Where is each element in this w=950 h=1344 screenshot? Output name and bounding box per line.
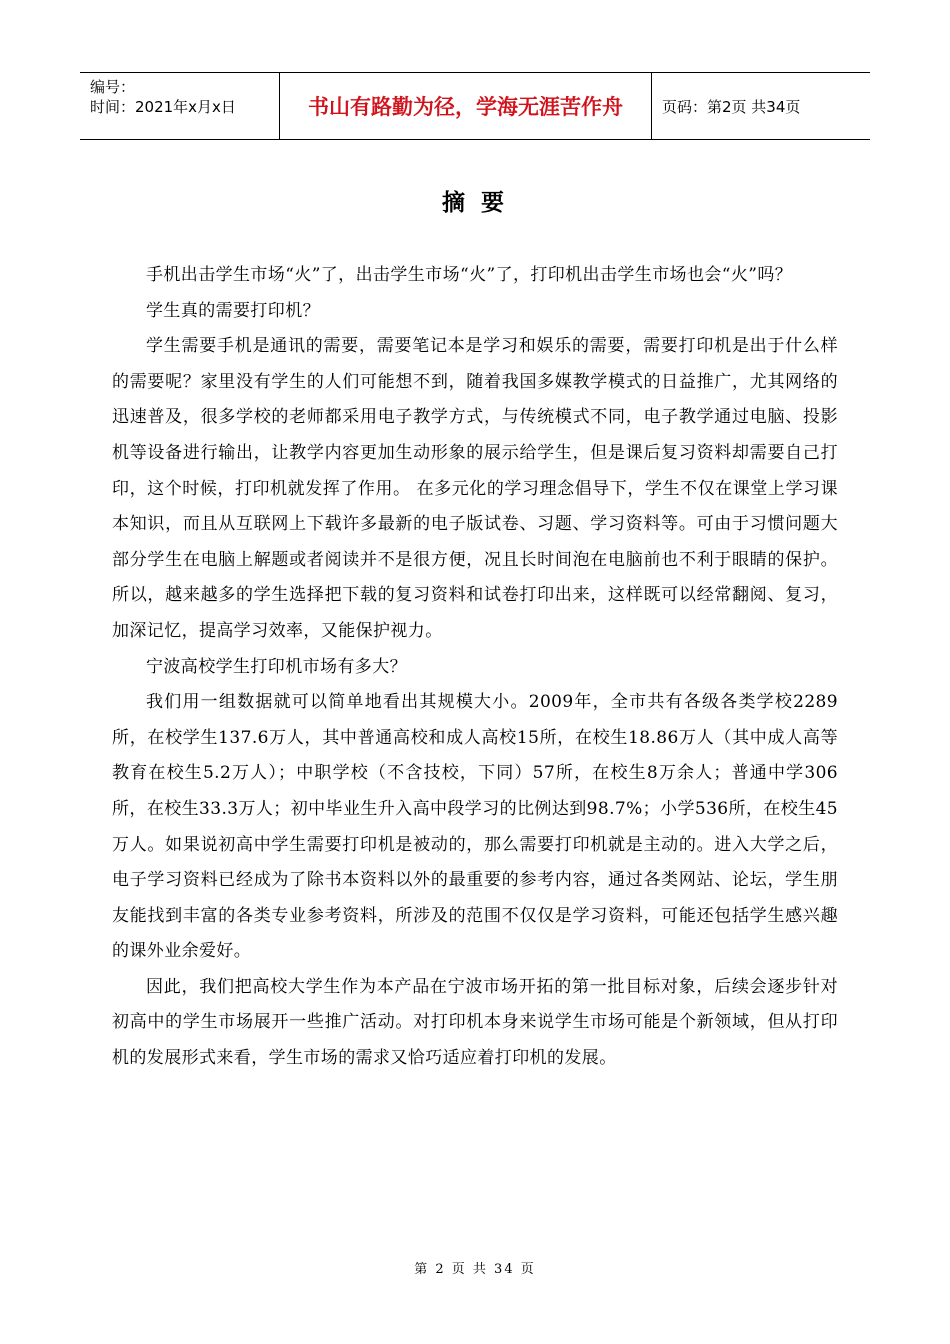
paragraph: 我们用一组数据就可以简单地看出其规模大小。2009年，全市共有各级各类学校2289所，在校学生137.6万人，其中普通高校和成人高校15所，在校生18.86万人（其中成人高等教育在校生5.2万人）；中职学校（不含技校，下同）57所，在校生8万余人；普通中学306所，在校生33.3万人；初中毕业生升入高中段学习的比例达到98.7%；小学536所，在校生45万人。如果说初高中学生需要打印机是被动的，那么需要打印机就是主动的。进入大学之后，电子学习资料已经成为了除书本资料以外的最重要的参考内容，通过各类网站、论坛，学生朋友能找到丰富的各类专业参考资料，所涉及的范围不仅仅是学习资料，可能还包括学生感兴趣的课外业余爱好。	[112, 692, 838, 962]
time-label: 时间：2021年x月x日	[90, 98, 236, 116]
header-motto: 书山有路勤为径，学海无涯苦作舟	[280, 73, 652, 139]
page-title: 摘 要	[441, 190, 508, 216]
paragraph: 宁波高校学生打印机市场有多大？	[146, 656, 407, 677]
page-header	[80, 72, 870, 140]
code-label: 编号：	[90, 78, 136, 96]
paragraph: 因此，我们把高校大学生作为本产品在宁波市场开拓的第一批目标对象，后续会逐步针对初高中的学生市场展开一些推广活动。对打印机本身来说学生市场可能是个新领域，但从打印机的发展形式来看，学生市场的需求又恰巧适应着打印机的发展。	[112, 976, 838, 1069]
page-footer: 第 2 页 共 34 页	[414, 1262, 536, 1277]
paragraph: 学生真的需要打印机？	[146, 300, 320, 321]
body-text	[112, 258, 838, 1077]
paragraph: 手机出击学生市场“火”了，出击学生市场“火”了，打印机出击学生市场也会“火”吗？	[146, 265, 793, 285]
paragraph: 学生需要手机是通讯的需要，需要笔记本是学习和娱乐的需要，需要打印机是出于什么样的需要呢？家里没有学生的人们可能想不到，随着我国多媒教学模式的日益推广，尤其网络的迅速普及，很多学校的老师都采用电子教学方式，与传统模式不同，电子教学通过电脑、投影机等设备进行输出，让教学内容更加生动形象的展示给学生，但是课后复习资料却需要自己打印，这个时候，打印机就发挥了作用。 在多元化的学习理念倡导下，学生不仅在课堂上学习课本知识，而且从互联网上下载许多最新的电子版试卷、习题、学习资料等。可由于习惯问题大部分学生在电脑上解题或者阅读并不是很方便，况且长时间泡在电脑前也不利于眼睛的保护。所以，越来越多的学生选择把下载的复习资料和试卷打印出来，这样既可以经常翻阅、复习，加深记忆，提高学习效率，又能保护视力。	[112, 336, 838, 641]
header-meta	[80, 73, 280, 139]
header-page-info: 页码：第2页 共34页	[662, 97, 801, 116]
